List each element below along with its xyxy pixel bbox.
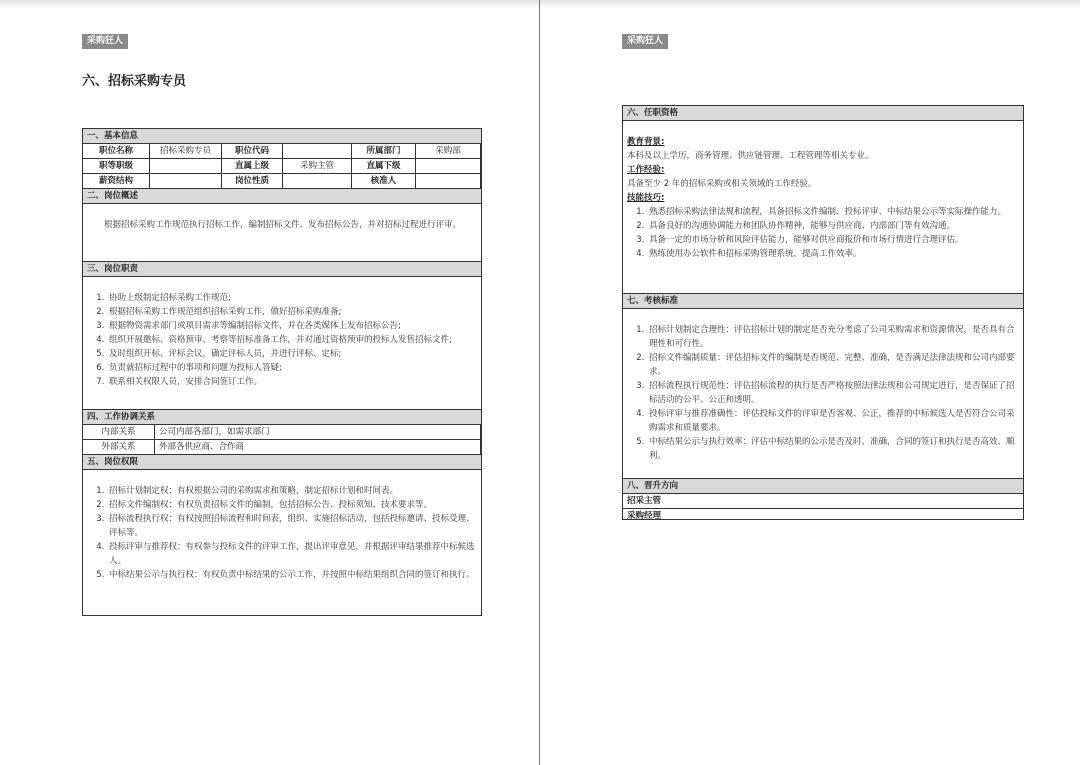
overview-heading: 二、岗位概述 <box>83 189 481 204</box>
coordination-row <box>83 440 481 455</box>
basic-info-row <box>83 144 481 159</box>
field-value <box>150 174 222 189</box>
duty-item: 7. 联系相关权限人员，安排合同签订工作。 <box>107 375 477 389</box>
field-label: 职等职级 <box>83 159 150 174</box>
field-label: 岗位性质 <box>222 174 283 189</box>
basic-info-row <box>83 159 481 174</box>
experience-title: 工作经验: <box>627 165 665 175</box>
education-title: 教育背景: <box>627 137 665 147</box>
field-label: 直属下级 <box>352 159 416 174</box>
education-text: 本科及以上学历，商务管理、供应链管理、工程管理等相关专业。 <box>627 151 874 161</box>
authority-item: 1. 招标计划制定权：有权根据公司的采购需求和策略，制定招标计划和时间表。 <box>107 484 477 498</box>
skill-item: 2. 具备良好的沟通协调能力和团队协作精神，能够与供应商、内部部门等有效沟通。 <box>647 219 1019 233</box>
duty-item: 3. 根据物资需求部门或项目需求等编制招标文件，并在各类媒体上发布招标公告; <box>107 319 477 333</box>
duties-list <box>83 291 477 389</box>
qualifications-heading: 六、任职资格 <box>623 106 1023 121</box>
skills-title: 技能技巧: <box>627 193 665 203</box>
promotion-list <box>623 494 1023 523</box>
assessment-list <box>623 323 1019 463</box>
field-value <box>416 159 481 174</box>
duties-heading: 三、岗位职责 <box>83 262 481 277</box>
qualifications-panel <box>623 121 1023 294</box>
basic-info-heading: 一、基本信息 <box>83 129 481 144</box>
page-title: 六、招标采购专员 <box>82 74 187 89</box>
duty-item: 5. 及时组织开标、评标会议，确定评标人员，并进行评标、定标; <box>107 347 477 361</box>
authority-item: 2. 招标文件编制权：有权负责招标文件的编制，包括招标公告、投标须知、技术要求等。 <box>107 498 477 512</box>
job-requirements-box <box>622 105 1024 520</box>
coordination-row <box>83 425 481 440</box>
promotion-heading: 八、晋升方向 <box>623 479 1023 494</box>
field-label: 核准人 <box>352 174 416 189</box>
page-divider <box>539 0 540 765</box>
basic-info-table <box>82 143 481 189</box>
promotion-item: 采购经理 <box>627 511 662 521</box>
field-label: 薪资结构 <box>83 174 150 189</box>
skills-list <box>627 205 1019 261</box>
coordination-table <box>82 424 481 455</box>
authority-item: 3. 招标流程执行权：有权按照招标流程和时间表，组织、实施招标活动，包括投标邀请、投标受理、评标等。 <box>107 512 477 540</box>
duty-item: 2. 根据招标采购工作规范组织招标采购工作，做好招标采购准备; <box>107 305 477 319</box>
field-value <box>283 174 352 189</box>
basic-info-row <box>83 174 481 189</box>
brand-badge-right: 采购狂人 <box>622 34 668 49</box>
field-value: 招标采购专员 <box>150 144 222 159</box>
authority-panel <box>83 470 481 582</box>
assessment-item: 1. 招标计划制定合理性：评估招标计划的制定是否充分考虑了公司采购需求和资源情况，是否具有合理性和可行性。 <box>647 323 1019 351</box>
brand-badge-left: 采购狂人 <box>82 34 128 49</box>
assessment-item: 2. 招标文件编制质量：评估招标文件的编制是否规范、完整、准确，是否满足法律法规和公司内部要求。 <box>647 351 1019 379</box>
authority-item: 4. 投标评审与推荐权：有权参与投标文件的评审工作，提出评审意见，并根据评审结果推荐中标候选人。 <box>107 540 477 568</box>
field-value <box>283 144 352 159</box>
duty-item: 6. 负责就招标过程中的事项和问题为投标人答疑; <box>107 361 477 375</box>
field-value: 采购部 <box>416 144 481 159</box>
duty-item: 1. 协助上级制定招标采购工作规范; <box>107 291 477 305</box>
relation-parties: 公司内部各部门，如需求部门 <box>155 425 481 440</box>
assessment-heading: 七、考核标准 <box>623 294 1023 309</box>
field-label: 直属上级 <box>222 159 283 174</box>
field-label: 职位代码 <box>222 144 283 159</box>
assessment-panel <box>623 309 1023 479</box>
overview-text: 根据招标采购工作规范执行招标工作，编制招标文件、发布招标公告，并对招标过程进行评审。 <box>104 220 462 230</box>
job-description-box <box>82 128 482 616</box>
field-label: 职位名称 <box>83 144 150 159</box>
field-label: 所属部门 <box>352 144 416 159</box>
skill-item: 1. 熟悉招标采购法律法规和流程，具备招标文件编制、投标评审、中标结果公示等实际操作能力。 <box>647 205 1019 219</box>
duties-panel <box>83 277 481 410</box>
coordination-heading: 四、工作协调关系 <box>83 410 481 425</box>
experience-text: 具备至少 2 年的招标采购或相关领域的工作经验。 <box>627 179 817 189</box>
duty-item: 4. 组织开展邀标、资格预审、考察等招标准备工作，并对通过资格预审的投标人发售招标文件; <box>107 333 477 347</box>
skill-item: 4. 熟练使用办公软件和招标采购管理系统，提高工作效率。 <box>647 247 1019 261</box>
relation-parties: 外部各供应商、合作商 <box>155 440 481 455</box>
viewer-top-shadow <box>0 0 1080 8</box>
overview-panel <box>83 204 481 262</box>
field-value <box>150 159 222 174</box>
assessment-item: 5. 中标结果公示与执行效率：评估中标结果的公示是否及时、准确，合同的签订和执行是否高效、顺利。 <box>647 435 1019 463</box>
authority-item: 5. 中标结果公示与执行权：有权负责中标结果的公示工作，并按照中标结果组织合同的签订和执行。 <box>107 568 477 582</box>
field-value: 采购主管 <box>283 159 352 174</box>
field-value <box>416 174 481 189</box>
skill-item: 3. 具备一定的市场分析和风险评估能力，能够对供应商报价和市场行情进行合理评估。 <box>647 233 1019 247</box>
assessment-item: 3. 招标流程执行规范性：评估招标流程的执行是否严格按照法律法规和公司规定进行，是否保证了招标活动的公平、公正和透明。 <box>647 379 1019 407</box>
authority-heading: 五、岗位权限 <box>83 455 481 470</box>
relation-type: 内部关系 <box>83 425 155 440</box>
authority-list <box>83 484 477 582</box>
relation-type: 外部关系 <box>83 440 155 455</box>
assessment-item: 4. 投标评审与推荐准确性：评估投标文件的评审是否客观、公正，推荐的中标候选人是否符合公司采购需求和质量要求。 <box>647 407 1019 435</box>
promotion-item: 招采主管 <box>623 494 1023 509</box>
